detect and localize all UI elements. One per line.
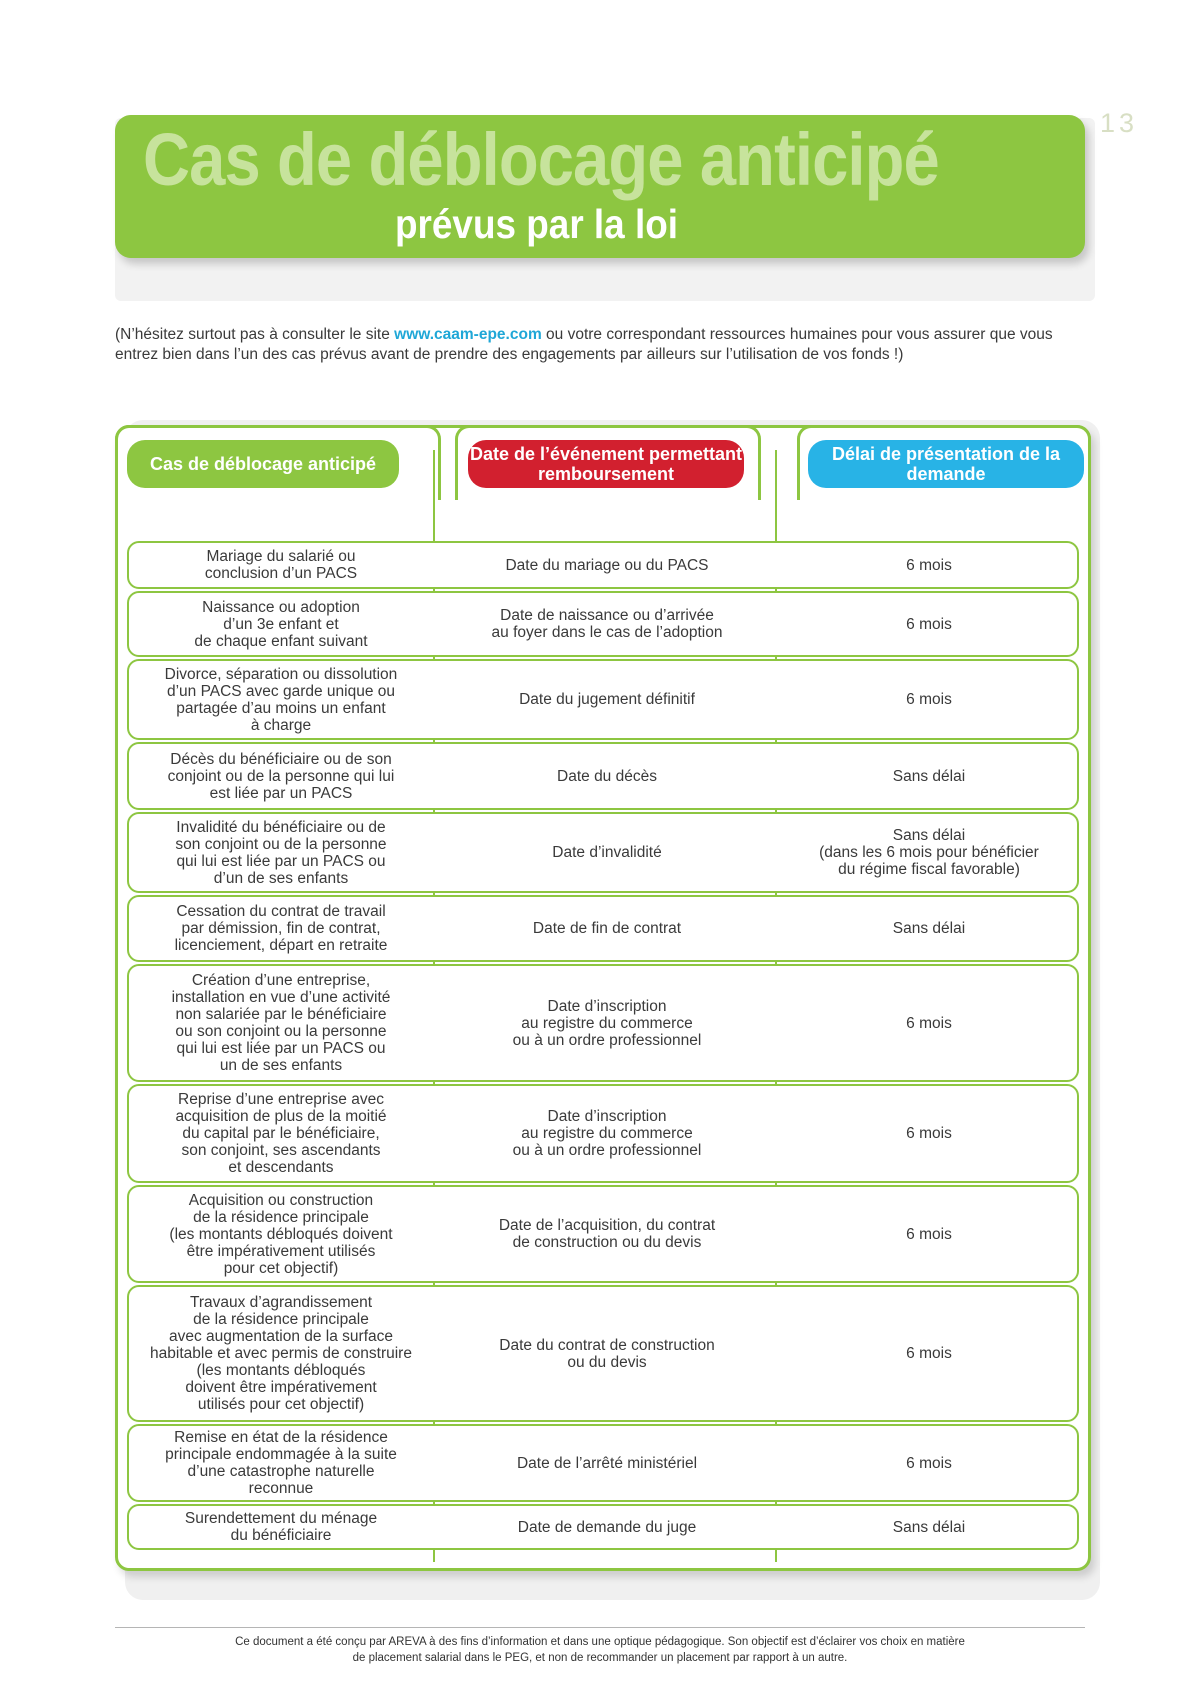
- cell-delai: 6 mois: [906, 1454, 952, 1472]
- table-row: [127, 1084, 1079, 1183]
- cell-date: Date du mariage ou du PACS: [505, 556, 709, 574]
- table-row: [127, 591, 1079, 657]
- cell-delai: Sans délai: [892, 1518, 966, 1536]
- cell-delai: 6 mois: [906, 556, 952, 574]
- header-cas-deblocage: Cas de déblocage anticipé: [127, 440, 399, 488]
- cell-date: Date de l’acquisition, du contrat de construction ou du devis: [498, 1217, 716, 1251]
- cell-delai: Sans délai: [892, 920, 966, 937]
- title-banner: [115, 115, 1085, 258]
- table-row: [127, 1504, 1079, 1550]
- table-row: [127, 895, 1079, 962]
- cell-cas: Décès du bénéficiaire ou de son conjoint ou de la personne qui lui est liée par un PACS: [167, 750, 395, 802]
- cell-delai: 6 mois: [906, 615, 952, 633]
- cell-date: Date du contrat de construction ou du devis: [499, 1336, 715, 1371]
- cell-date: Date du jugement définitif: [519, 691, 695, 708]
- cell-date: Date de fin de contrat: [532, 920, 682, 937]
- cell-cas: Naissance ou adoption d’un 3e enfant et de chaque enfant suivant: [194, 598, 368, 650]
- header-delai-presentation: Délai de présentation de la demande: [808, 440, 1084, 488]
- cell-date: Date de naissance ou d’arrivée au foyer dans le cas de l’adoption: [491, 607, 723, 641]
- cell-date: Date du décès: [557, 767, 657, 785]
- cell-delai: 6 mois: [906, 1014, 952, 1032]
- cell-date: Date d’inscription au registre du commerce ou à un ordre professionnel: [512, 997, 702, 1049]
- page-subtitle: prévus par la loi: [395, 201, 679, 247]
- cell-date: Date d’invalidité: [552, 844, 662, 861]
- table-row: [127, 659, 1079, 740]
- intro-paragraph: [115, 325, 1100, 365]
- table-row: [127, 812, 1079, 893]
- cell-delai: 6 mois: [906, 691, 952, 708]
- footer-divider: [115, 1627, 1085, 1628]
- cell-cas: Reprise d’une entreprise avec acquisition de plus de la moitié du capital par le bénéficiaire, son conjoint, ses ascendants et descendants: [175, 1091, 387, 1176]
- cell-cas: Création d’une entreprise, installation en vue d’une activité non salariée par le bénéficiaire ou son conjoint ou la personne qui lui est liée par un PACS ou un de ses enfants: [171, 972, 391, 1074]
- cell-cas: Remise en état de la résidence principale endommagée à la suite d’une catastrophe naturelle reconnue: [165, 1429, 397, 1497]
- table-row: [127, 1424, 1079, 1502]
- cell-date: Date de l’arrêté ministériel: [516, 1454, 698, 1472]
- table-row: [127, 742, 1079, 810]
- intro-text-before: (N’hésitez surtout pas à consulter le site: [115, 326, 395, 343]
- table-row: [127, 541, 1079, 589]
- cell-delai: 6 mois: [906, 1225, 952, 1243]
- footer-disclaimer: Ce document a été conçu par AREVA à des fins d’information et dans une optique pédagogique. Son objectif est d’éclairer vos choix en matière de placement salarial dans le PEG, et non de recommander un placement par rapport à un autre.: [235, 1636, 965, 1664]
- cell-cas: Acquisition ou construction de la résidence principale (les montants débloqués doivent être impérativement utilisés pour cet objectif): [169, 1191, 393, 1277]
- cell-delai: Sans délai (dans les 6 mois pour bénéficier du régime fiscal favorable): [819, 827, 1039, 878]
- cell-cas: Surendettement du ménage du bénéficiaire: [184, 1510, 378, 1544]
- cell-delai: 6 mois: [906, 1345, 952, 1362]
- cell-cas: Divorce, séparation ou dissolution d’un PACS avec garde unique ou partagée d’au moins un enfant à charge: [164, 665, 398, 734]
- intro-text-after: ou votre correspondant ressources humaines pour vous assurer que vous entrez bien dans l’un des cas prévus avant de prendre des engagements par ailleurs sur l’utilisation de vos fonds !): [115, 326, 1053, 363]
- caam-website-link[interactable]: www.caam-epe.com: [394, 326, 542, 343]
- page-title: Cas de déblocage anticipé: [143, 118, 939, 201]
- header-date-evenement: Date de l’événement permettant remboursement: [468, 440, 744, 488]
- page-number: 13: [1100, 108, 1139, 138]
- cell-cas: Invalidité du bénéficiaire ou de son conjoint ou de la personne qui lui est liée par un PACS ou d’un de ses enfants: [175, 818, 387, 887]
- table-row: [127, 964, 1079, 1082]
- table-row: [127, 1185, 1079, 1283]
- table-row: [127, 1285, 1079, 1422]
- cell-date: Date de demande du juge: [517, 1518, 697, 1536]
- cell-delai: 6 mois: [906, 1125, 952, 1142]
- cell-cas: Mariage du salarié ou conclusion d’un PACS: [204, 548, 358, 582]
- cell-cas: Travaux d’agrandissement de la résidence principale avec augmentation de la surface habitable et avec permis de construire (les montants débloqués doivent être impérativement utilisés pour cet objectif): [150, 1294, 412, 1413]
- cell-cas: Cessation du contrat de travail par démission, fin de contrat, licenciement, départ en retraite: [174, 903, 388, 954]
- cell-delai: Sans délai: [892, 767, 966, 785]
- cell-date: Date d’inscription au registre du commerce ou à un ordre professionnel: [512, 1108, 702, 1159]
